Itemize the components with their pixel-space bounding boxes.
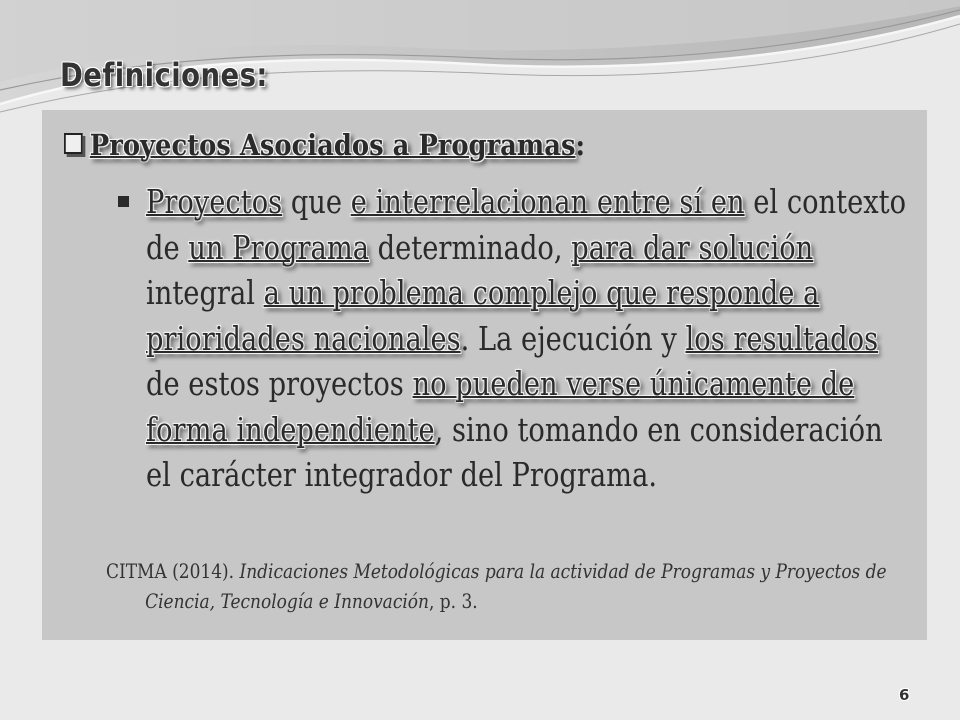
para-seg-12: no pueden verse únicamente de forma independiente [146, 365, 855, 449]
para-seg-5: determinado, [368, 228, 572, 267]
section-heading-label: Proyectos Asociados a Programas [89, 128, 576, 162]
para-seg-2: e interrelacionan entre sí en [350, 183, 745, 221]
page-number: 6 [899, 686, 910, 704]
citation [106, 556, 953, 616]
citation-rest: , p. 3. [428, 589, 478, 613]
para-seg-11: de estos proyectos [146, 365, 413, 403]
para-seg-6: para dar solución [571, 228, 814, 267]
citation-title: Indicaciones Metodológicas para la actividad de Programas y Proyectos de Ciencia, Tecnología e Innovación [145, 559, 887, 613]
section-heading [64, 128, 585, 162]
slide-title: Definiciones: [60, 56, 268, 94]
para-seg-10: los resultados [685, 319, 879, 358]
definition-paragraph [146, 180, 910, 499]
content-box [42, 110, 927, 640]
square-bullet-icon [118, 196, 129, 207]
para-seg-8: a un problema complejo que responde a prioridades nacionales [146, 274, 820, 358]
para-seg-0: Proyectos [146, 183, 283, 221]
citation-author: CITMA (2014). [106, 559, 240, 583]
para-seg-4: un Programa [188, 228, 369, 267]
checkbox-bullet-icon [64, 133, 83, 154]
para-seg-1: que [282, 183, 351, 221]
section-heading-colon: : [575, 128, 586, 162]
para-seg-7: integral [146, 274, 264, 312]
para-seg-3: el contexto de [146, 183, 907, 267]
para-seg-9: . La ejecución y [460, 319, 686, 358]
para-seg-13: , sino tomando en consideración el carácter integrador del Programa. [146, 410, 883, 494]
